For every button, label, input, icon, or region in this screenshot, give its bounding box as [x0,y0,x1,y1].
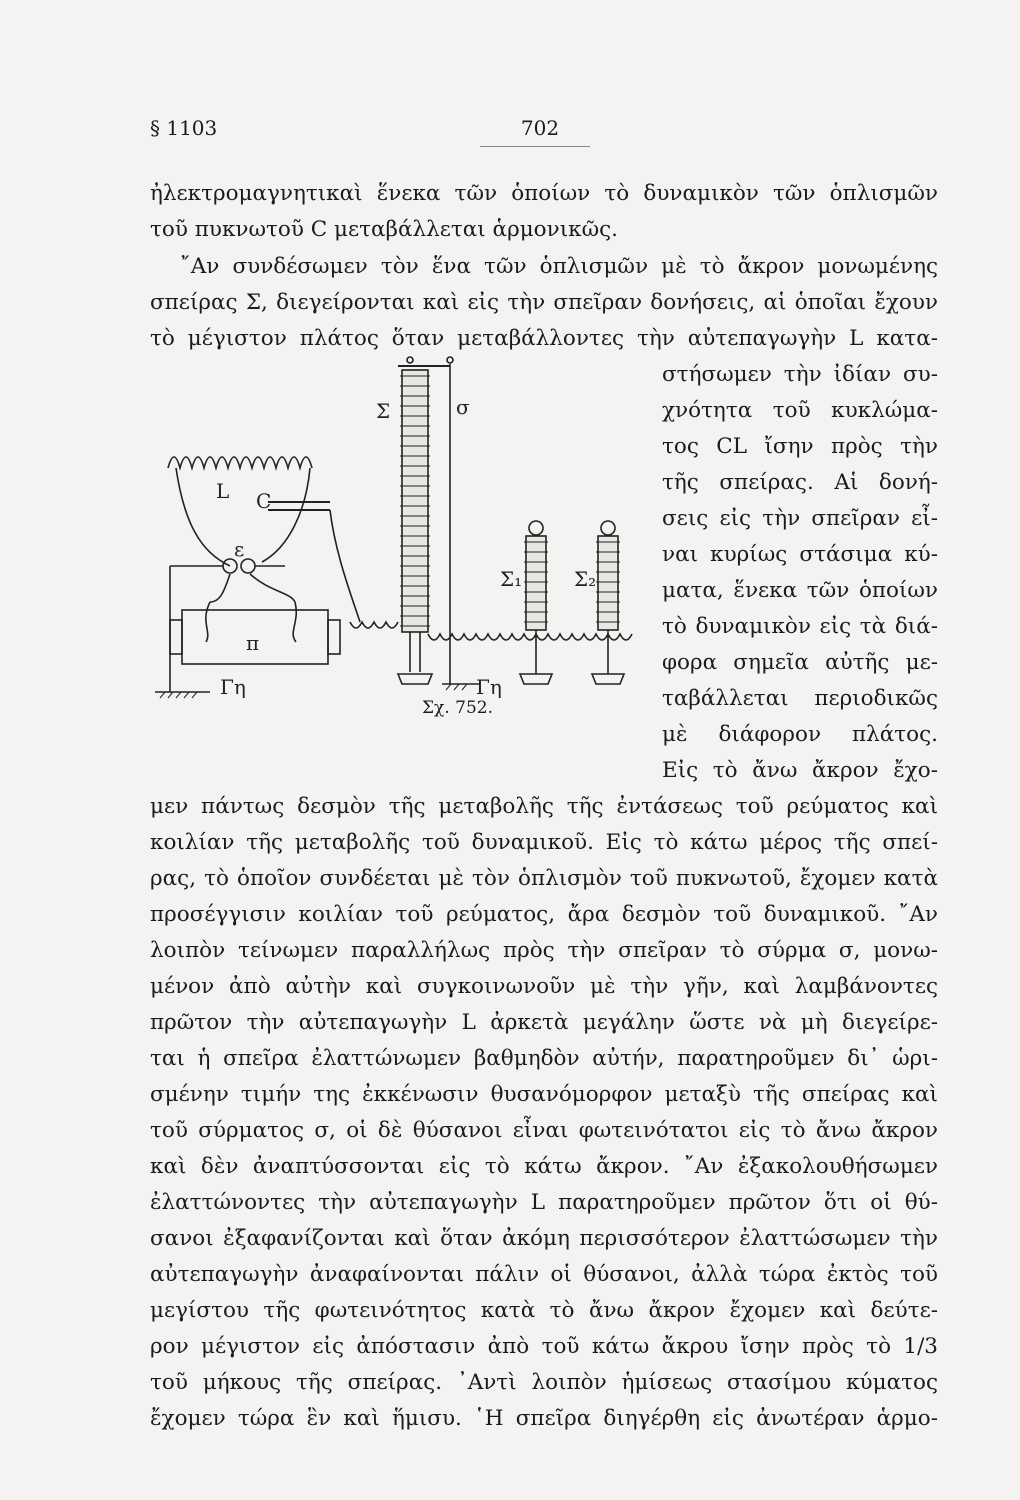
side-text-line: μὲ διάφορον πλάτος. [662,722,938,747]
side-text-line: χνότητα τοῦ κυκλώμα- [662,398,938,423]
text-line: τὸ μέγιστον πλάτος ὅταν μεταβάλλοντες τὴν αὐτεπαγωγὴν L κατα- [150,326,938,351]
side-text-line: τὸ δυναμικὸν εἰς τὰ διά- [662,614,938,639]
side-text-line: ταβάλλεται περιοδικῶς [662,686,938,711]
page-number-rule [480,146,590,147]
label-wire: σ [456,395,470,419]
text-line: προσέγγισιν κοιλίαν τοῦ ρεύματος, ἄρα δεσμὸν τοῦ δυναμικοῦ. ῎Αν [150,902,938,927]
text-line: ῎Αν συνδέσωμεν τὸν ἕνα τῶν ὁπλισμῶν μὲ τὸ ἄκρον μονωμένης [180,254,938,279]
text-line: ἠλεκτρομαγνητικαὶ ἕνεκα τῶν ὁποίων τὸ δυναμικὸν τῶν ὁπλισμῶν [150,181,938,206]
text-line: σπείρας Σ, διεγείρονται καὶ εἰς τὴν σπεῖραν δονήσεις, αἱ ὁποῖαι ἔχουν [150,290,938,315]
figure-752 [150,352,658,734]
page-number: 702 [520,116,560,140]
main-coil-sigma [398,357,453,684]
side-text-line: τῆς σπείρας. Αἱ δονή- [662,470,938,495]
text-line: ται ἡ σπεῖρα ἐλαττώνωμεν βαθμηδὸν αὐτήν, παρατηροῦμεν δι᾽ ὡρι- [150,1046,938,1071]
label-ground-1: Γη [220,675,246,699]
side-text-line: Εἰς τὸ ἄνω ἄκρον ἔχο- [662,758,938,783]
coil-sigma-2 [592,521,624,684]
side-text-line: ναι κυρίως στάσιμα κύ- [662,542,938,567]
text-line: τοῦ πυκνωτοῦ C μεταβάλλεται ἁρμονικῶς. [150,217,618,242]
text-line: τοῦ μήκους τῆς σπείρας. ᾽Αντὶ λοιπὸν ἡμίσεως στασίμου κύματος [150,1370,938,1395]
text-line: μεν πάντως δεσμὸν τῆς μεταβολῆς τῆς ἐντάσεως τοῦ ρεύματος καὶ [150,794,938,819]
text-line: μεγίστου τῆς φωτεινότητος κατὰ τὸ ἄνω ἄκρον ἔχομεν καὶ δεύτε- [150,1298,938,1323]
label-C: C [256,489,272,513]
text-line: αὐτεπαγωγὴν ἀναφαίνονται πάλιν οἱ θύσανοι, ἀλλὰ τώρα ἐκτὸς τοῦ [150,1262,938,1287]
text-line: σμένην τιμήν της ἐκκένωσιν θυσανόμορφον μεταξὺ τῆς σπείρας καὶ [150,1082,938,1107]
side-text-line: ματα, ἕνεκα τῶν ὁποίων [662,578,938,603]
section-number: § 1103 [150,116,218,140]
label-ground-2: Γη [476,675,502,699]
text-line: πρῶτον τὴν αὐτεπαγωγὴν L ἀρκετὰ μεγάλην ὥστε νὰ μὴ διεγείρε- [150,1010,938,1035]
side-text-line: στήσωμεν τὴν ἰδίαν συ- [662,362,938,387]
text-line: καὶ δὲν ἀναπτύσσονται εἰς τὸ κάτω ἄκρον. ῎Αν ἐξακολουθήσωμεν [150,1154,938,1179]
page-header [150,116,940,146]
text-line: ρον μέγιστον εἰς ἀπόστασιν ἀπὸ τοῦ κάτω ἄκρου ἴσην πρὸς τὸ 1/3 [150,1334,938,1359]
side-text-line: σεις εἰς τὴν σπεῖραν εἶ- [662,506,938,531]
label-epsilon: ε [234,537,245,561]
label-sigma-2: Σ₂ [574,567,597,591]
label-sigma: Σ [376,399,391,423]
text-line: μένον ἀπὸ αὐτὴν καὶ συγκοινωνοῦν μὲ τὴν γῆν, καὶ λαμβάνοντες [150,974,938,999]
label-pi: π [246,631,260,655]
spark-ball-right [241,559,255,573]
side-text-line: τος CL ἴσην πρὸς τὴν [662,434,938,459]
text-line: ἔχομεν τώρα ἓν καὶ ἥμισυ. ῾Η σπεῖρα διηγέρθη εἰς ἀνωτέραν ἁρμο- [150,1406,938,1431]
text-line: ἐλαττώνοντες τὴν αὐτεπαγωγὴν L παρατηροῦμεν πρῶτον ὅτι οἱ θύ- [150,1190,938,1215]
text-line: σανοι ἐξαφανίζονται καὶ ὅταν ἀκόμη περισσότερον ἐλαττώσωμεν τὴν [150,1226,938,1251]
text-line: κοιλίαν τῆς μεταβολῆς τοῦ δυναμικοῦ. Εἰς τὸ κάτω μέρος τῆς σπεί- [150,830,938,855]
text-line: λοιπὸν τείνωμεν παραλλήλως πρὸς τὴν σπεῖραν τὸ σύρμα σ, μονω- [150,938,938,963]
inductor-coil [168,457,312,468]
figure-caption: Σχ. 752. [422,698,493,718]
text-line: ρας, τὸ ὁποῖον συνδέεται μὲ τὸν ὁπλισμὸν τοῦ πυκνωτοῦ, ἔχομεν κατὰ [150,866,938,891]
circuit-diagram [150,352,658,734]
side-text-line: φορα σημεῖα αὐτῆς με- [662,650,938,675]
text-line: τοῦ σύρματος σ, οἱ δὲ θύσανοι εἶναι φωτεινότατοι εἰς τὸ ἄνω ἄκρον [150,1118,938,1143]
label-sigma-1: Σ₁ [500,567,523,591]
label-L: L [216,479,230,503]
coil-sigma-1 [520,521,552,684]
